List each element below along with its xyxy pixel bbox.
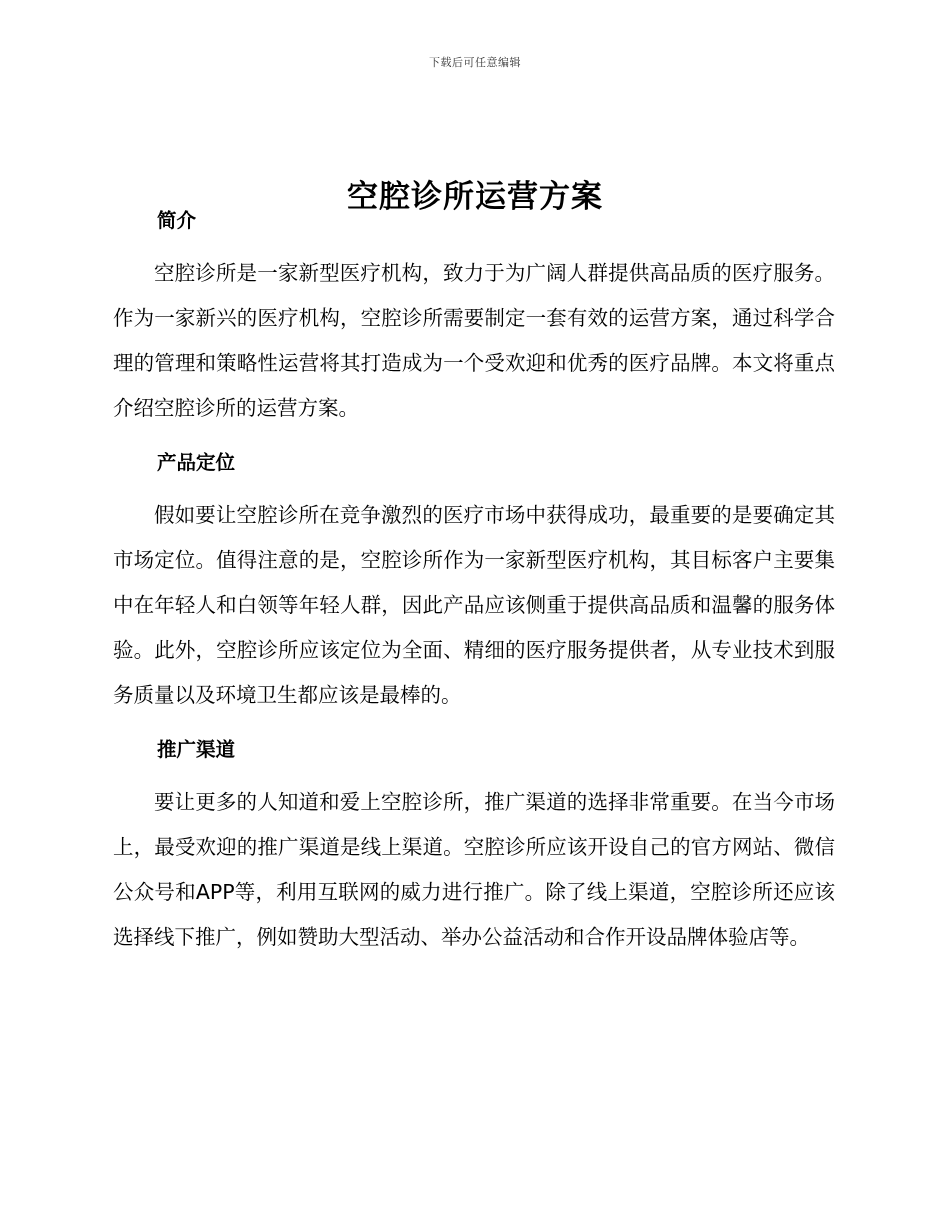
section-introduction [113,205,835,431]
document-title: 空腔诊所运营方案 [347,178,603,215]
section-promotion-channels [113,734,835,960]
section-product-positioning [113,447,835,718]
section-heading: 推广渠道 [157,738,236,761]
header-note: 下载后可任意编辑 [429,56,521,69]
section-heading: 简介 [157,209,197,232]
section-heading: 产品定位 [157,451,236,474]
section-paragraph: 要让更多的人知道和爱上空腔诊所，推广渠道的选择非常重要。在当今市场上，最受欢迎的推广渠道是线上渠道。空腔诊所应该开设自己的官方网站、微信公众号和APP等，利用互联网的威力进行推广。除了线上渠道，空腔诊所还应该选择线下推广，例如赞助大型活动、举办公益活动和合作开设品牌体验店等。 [113,790,835,949]
section-paragraph: 假如要让空腔诊所在竞争激烈的医疗市场中获得成功，最重要的是要确定其市场定位。值得注意的是，空腔诊所作为一家新型医疗机构，其目标客户主要集中在年轻人和白领等年轻人群，因此产品应该侧重于提供高品质和温馨的服务体验。此外，空腔诊所应该定位为全面、精细的医疗服务提供者，从专业技术到服务质量以及环境卫生都应该是最棒的。 [113,503,835,707]
document-body [113,205,835,976]
section-paragraph: 空腔诊所是一家新型医疗机构，致力于为广阔人群提供高品质的医疗服务。作为一家新兴的医疗机构，空腔诊所需要制定一套有效的运营方案，通过科学合理的管理和策略性运营将其打造成为一个受欢迎和优秀的医疗品牌。本文将重点介绍空腔诊所的运营方案。 [113,261,835,420]
